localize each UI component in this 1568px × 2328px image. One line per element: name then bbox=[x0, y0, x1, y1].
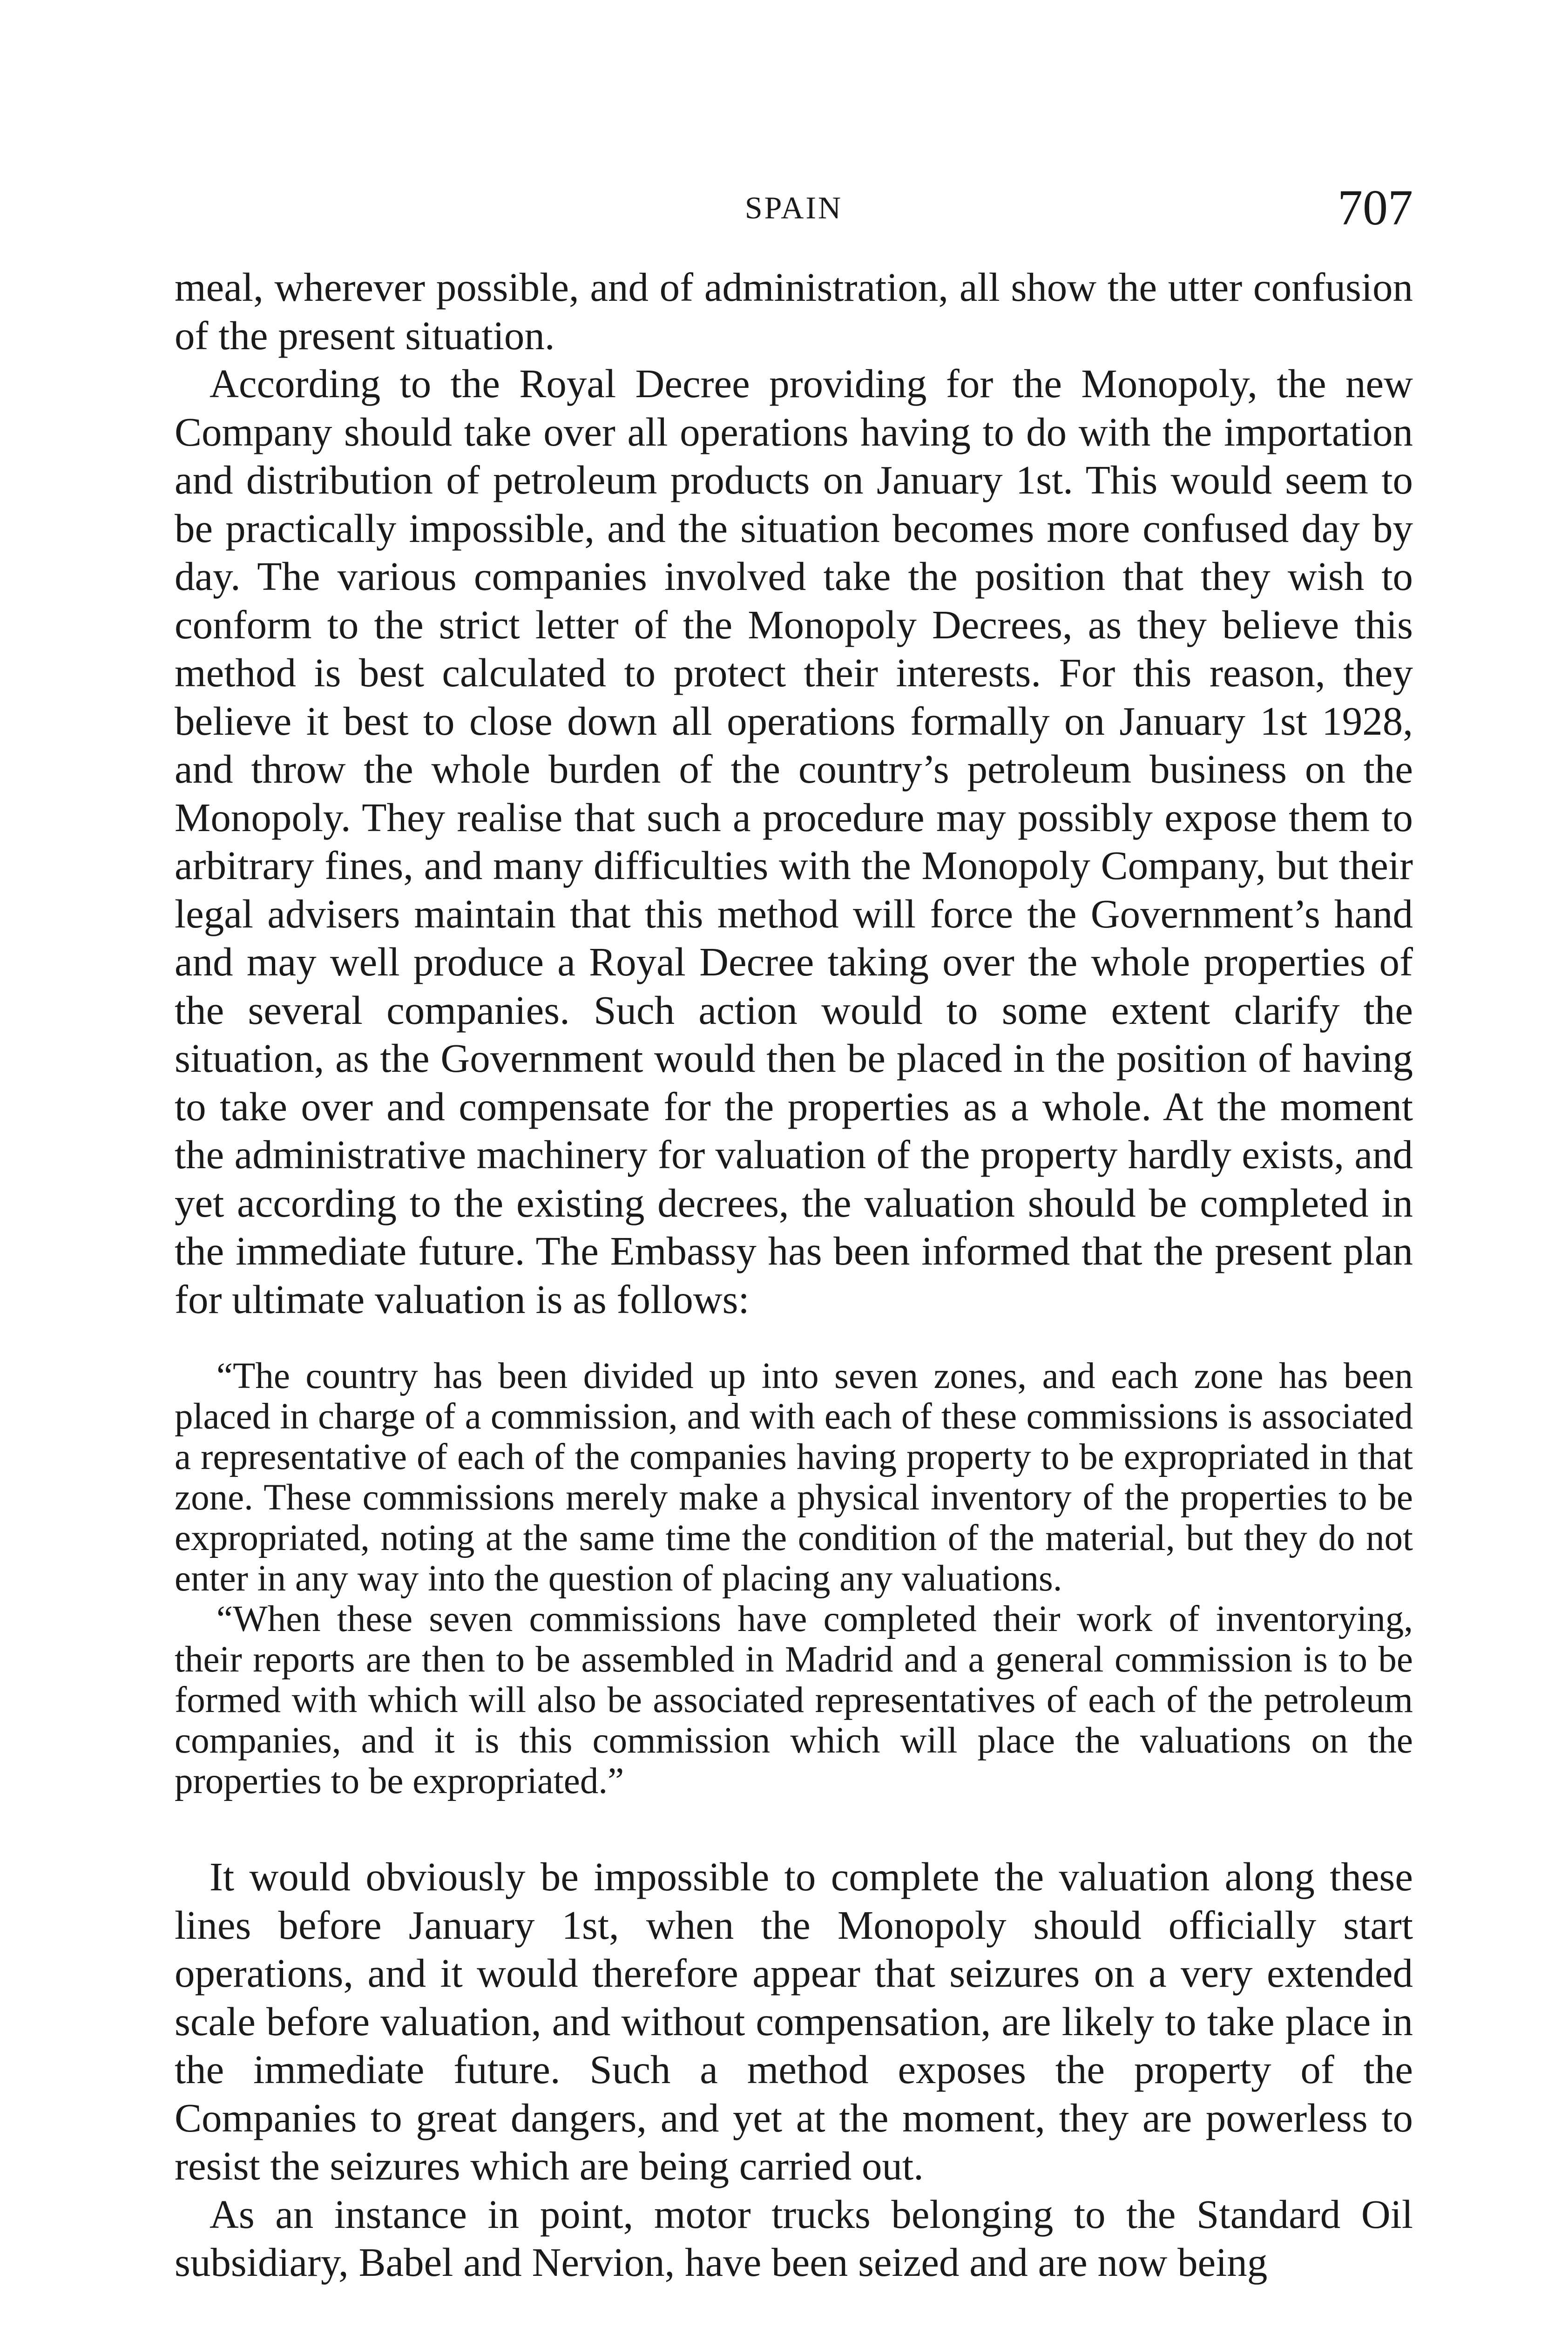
paragraph-royal-decree: According to the Royal Decree providing for the Monopoly, the new Company should take over all operations having to do with the importation and distribution of petroleum products on January 1st. This would seem to be practically impossible, and the situation becomes more confused day by day. The various companies involved take the position that they wish to conform to the strict letter of the Monopoly Decrees, as they believe this method is best calculated to protect their interests. For this reason, they believe it best to close down all operations formally on January 1st 1928, and throw the whole burden of the country’s petroleum business on the Monopoly. They realise that such a procedure may possibly expose them to arbitrary fines, and many difficulties with the Monopoly Company, but their legal advisers maintain that this method will force the Government’s hand and may well produce a Royal Decree taking over the whole properties of the several companies. Such action would to some extent clarify the situation, as the Government would then be placed in the position of having to take over and compensate for the properties as a whole. At the moment the administrative machinery for valuation of the property hardly exists, and yet according to the existing decrees, the valuation should be completed in the immediate future. The Embassy has been informed that the present plan for ultimate valuation is as follows: bbox=[175, 361, 1413, 1322]
running-title: SPAIN bbox=[744, 190, 843, 225]
block-quote-zones: “The country has been divided up into seven zones, and each zone has been placed in charge of a commission, and with each of these commissions is associated a representative of each of the companies having property to be expropriated in that zone. These commissions merely make a physical inventory of the properties to be expropriated, noting at the same time the condition of the material, but they do not enter in any way into the question of placing any valuations. bbox=[175, 1356, 1413, 1599]
page-number: 707 bbox=[1338, 180, 1413, 236]
paragraph-valuation: It would obviously be impossible to complete the valuation along these lines before January 1st, when the Monopoly should officially start operations, and it would therefore appear that seizures on a very extended scale before valuation, and without compensation, are likely to take place in the immediate future. Such a method exposes the property of the Companies to great dangers, and yet at the moment, they are powerless to resist the seizures which are being carried out. bbox=[175, 1854, 1413, 2188]
paragraph-continued: meal, wherever possible, and of administration, all show the utter confusion of the present situation. bbox=[175, 264, 1413, 358]
paragraph-instance: As an instance in point, motor trucks belonging to the Standard Oil subsidiary, Babel and Nervion, have been seized and are now being bbox=[175, 2191, 1413, 2285]
running-header bbox=[175, 179, 1413, 240]
block-quote-general-commission: “When these seven commissions have completed their work of inventorying, their reports are then to be assembled in Madrid and a general commission is to be formed with which will also be associated representatives of each of the petroleum companies, and it is this commission which will place the valuations on the properties to be expropriated.” bbox=[175, 1599, 1413, 1801]
body-text bbox=[175, 263, 1413, 2287]
